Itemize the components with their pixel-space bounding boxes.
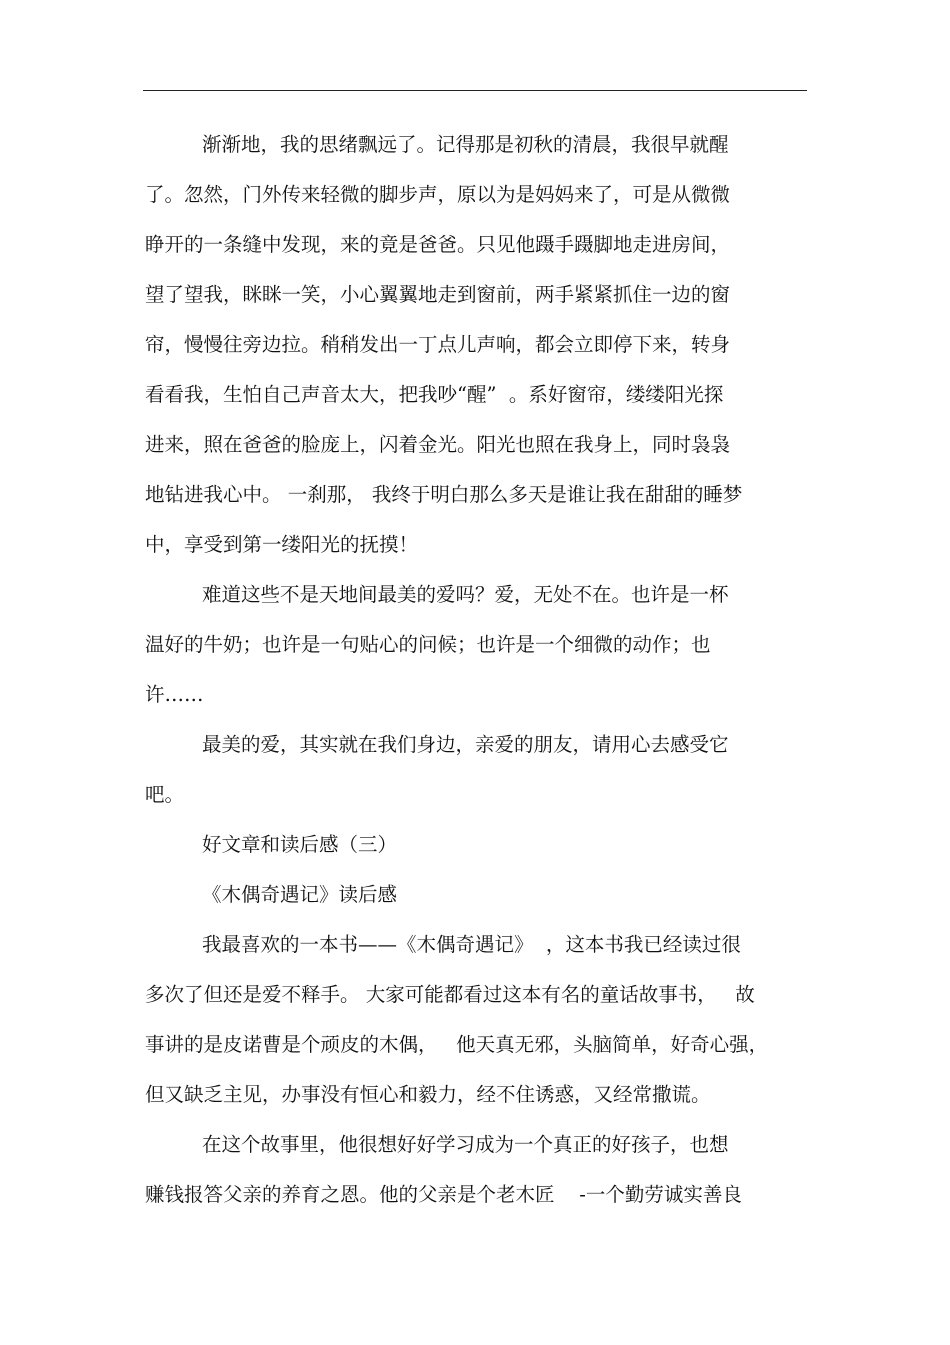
section-heading: 好文章和读后感（三）: [202, 833, 398, 856]
text-line: 但又缺乏主见，办事没有恒心和毅力，经不住诱惑，又经常撒谎。: [145, 1083, 711, 1106]
text-line: 最美的爱，其实就在我们身边，亲爱的朋友，请用心去感受它: [202, 733, 729, 756]
text-line: 温好的牛奶；也许是一句贴心的问候；也许是一个细微的动作；也: [145, 633, 711, 656]
text-line: 看看我，生怕自己声音太大，把我吵“醒” 。系好窗帘，缕缕阳光探: [145, 383, 724, 406]
text-line: 望了望我，眯眯一笑，小心翼翼地走到窗前，两手紧紧抓住一边的窗: [145, 283, 731, 306]
text-line: 帘，慢慢往旁边拉。稍稍发出一丁点儿声响，都会立即停下来，转身: [145, 333, 731, 356]
text-line: 渐渐地，我的思绪飘远了。记得那是初秋的清晨，我很早就醒: [202, 133, 729, 156]
text-line: 赚钱报答父亲的养育之恩。他的父亲是个老木匠 -一个勤劳诚实善良: [145, 1183, 742, 1206]
text-line: 吧。: [145, 783, 185, 806]
text-line: 地钻进我心中。 一刹那， 我终于明白那么多天是谁让我在甜甜的睡梦: [145, 483, 743, 506]
header-rule: [143, 90, 807, 91]
text-line: 进来，照在爸爸的脸庞上，闪着金光。阳光也照在我身上，同时袅袅: [145, 433, 731, 456]
text-line: 睁开的一条缝中发现，来的竟是爸爸。只见他蹑手蹑脚地走进房间，: [145, 233, 731, 256]
text-line: 难道这些不是天地间最美的爱吗？爱，无处不在。也许是一杯: [202, 583, 729, 606]
text-line: 中，享受到第一缕阳光的抚摸！: [145, 533, 419, 556]
article-title: 《木偶奇遇记》读后感: [202, 883, 398, 906]
text-line: 多次了但还是爱不释手。 大家可能都看过这本有名的童话故事书， 故: [145, 983, 755, 1006]
text-line: 我最喜欢的一本书——《木偶奇遇记》 ，这本书我已经读过很: [202, 933, 741, 956]
text-line: 在这个故事里，他很想好好学习成为一个真正的好孩子，也想: [202, 1133, 729, 1156]
text-line: 许……: [145, 683, 204, 706]
text-line: 事讲的是皮诺曹是个顽皮的木偶， 他天真无邪，头脑简单，好奇心强，: [145, 1033, 769, 1056]
text-line: 了。忽然，门外传来轻微的脚步声，原以为是妈妈来了，可是从微微: [145, 183, 731, 206]
